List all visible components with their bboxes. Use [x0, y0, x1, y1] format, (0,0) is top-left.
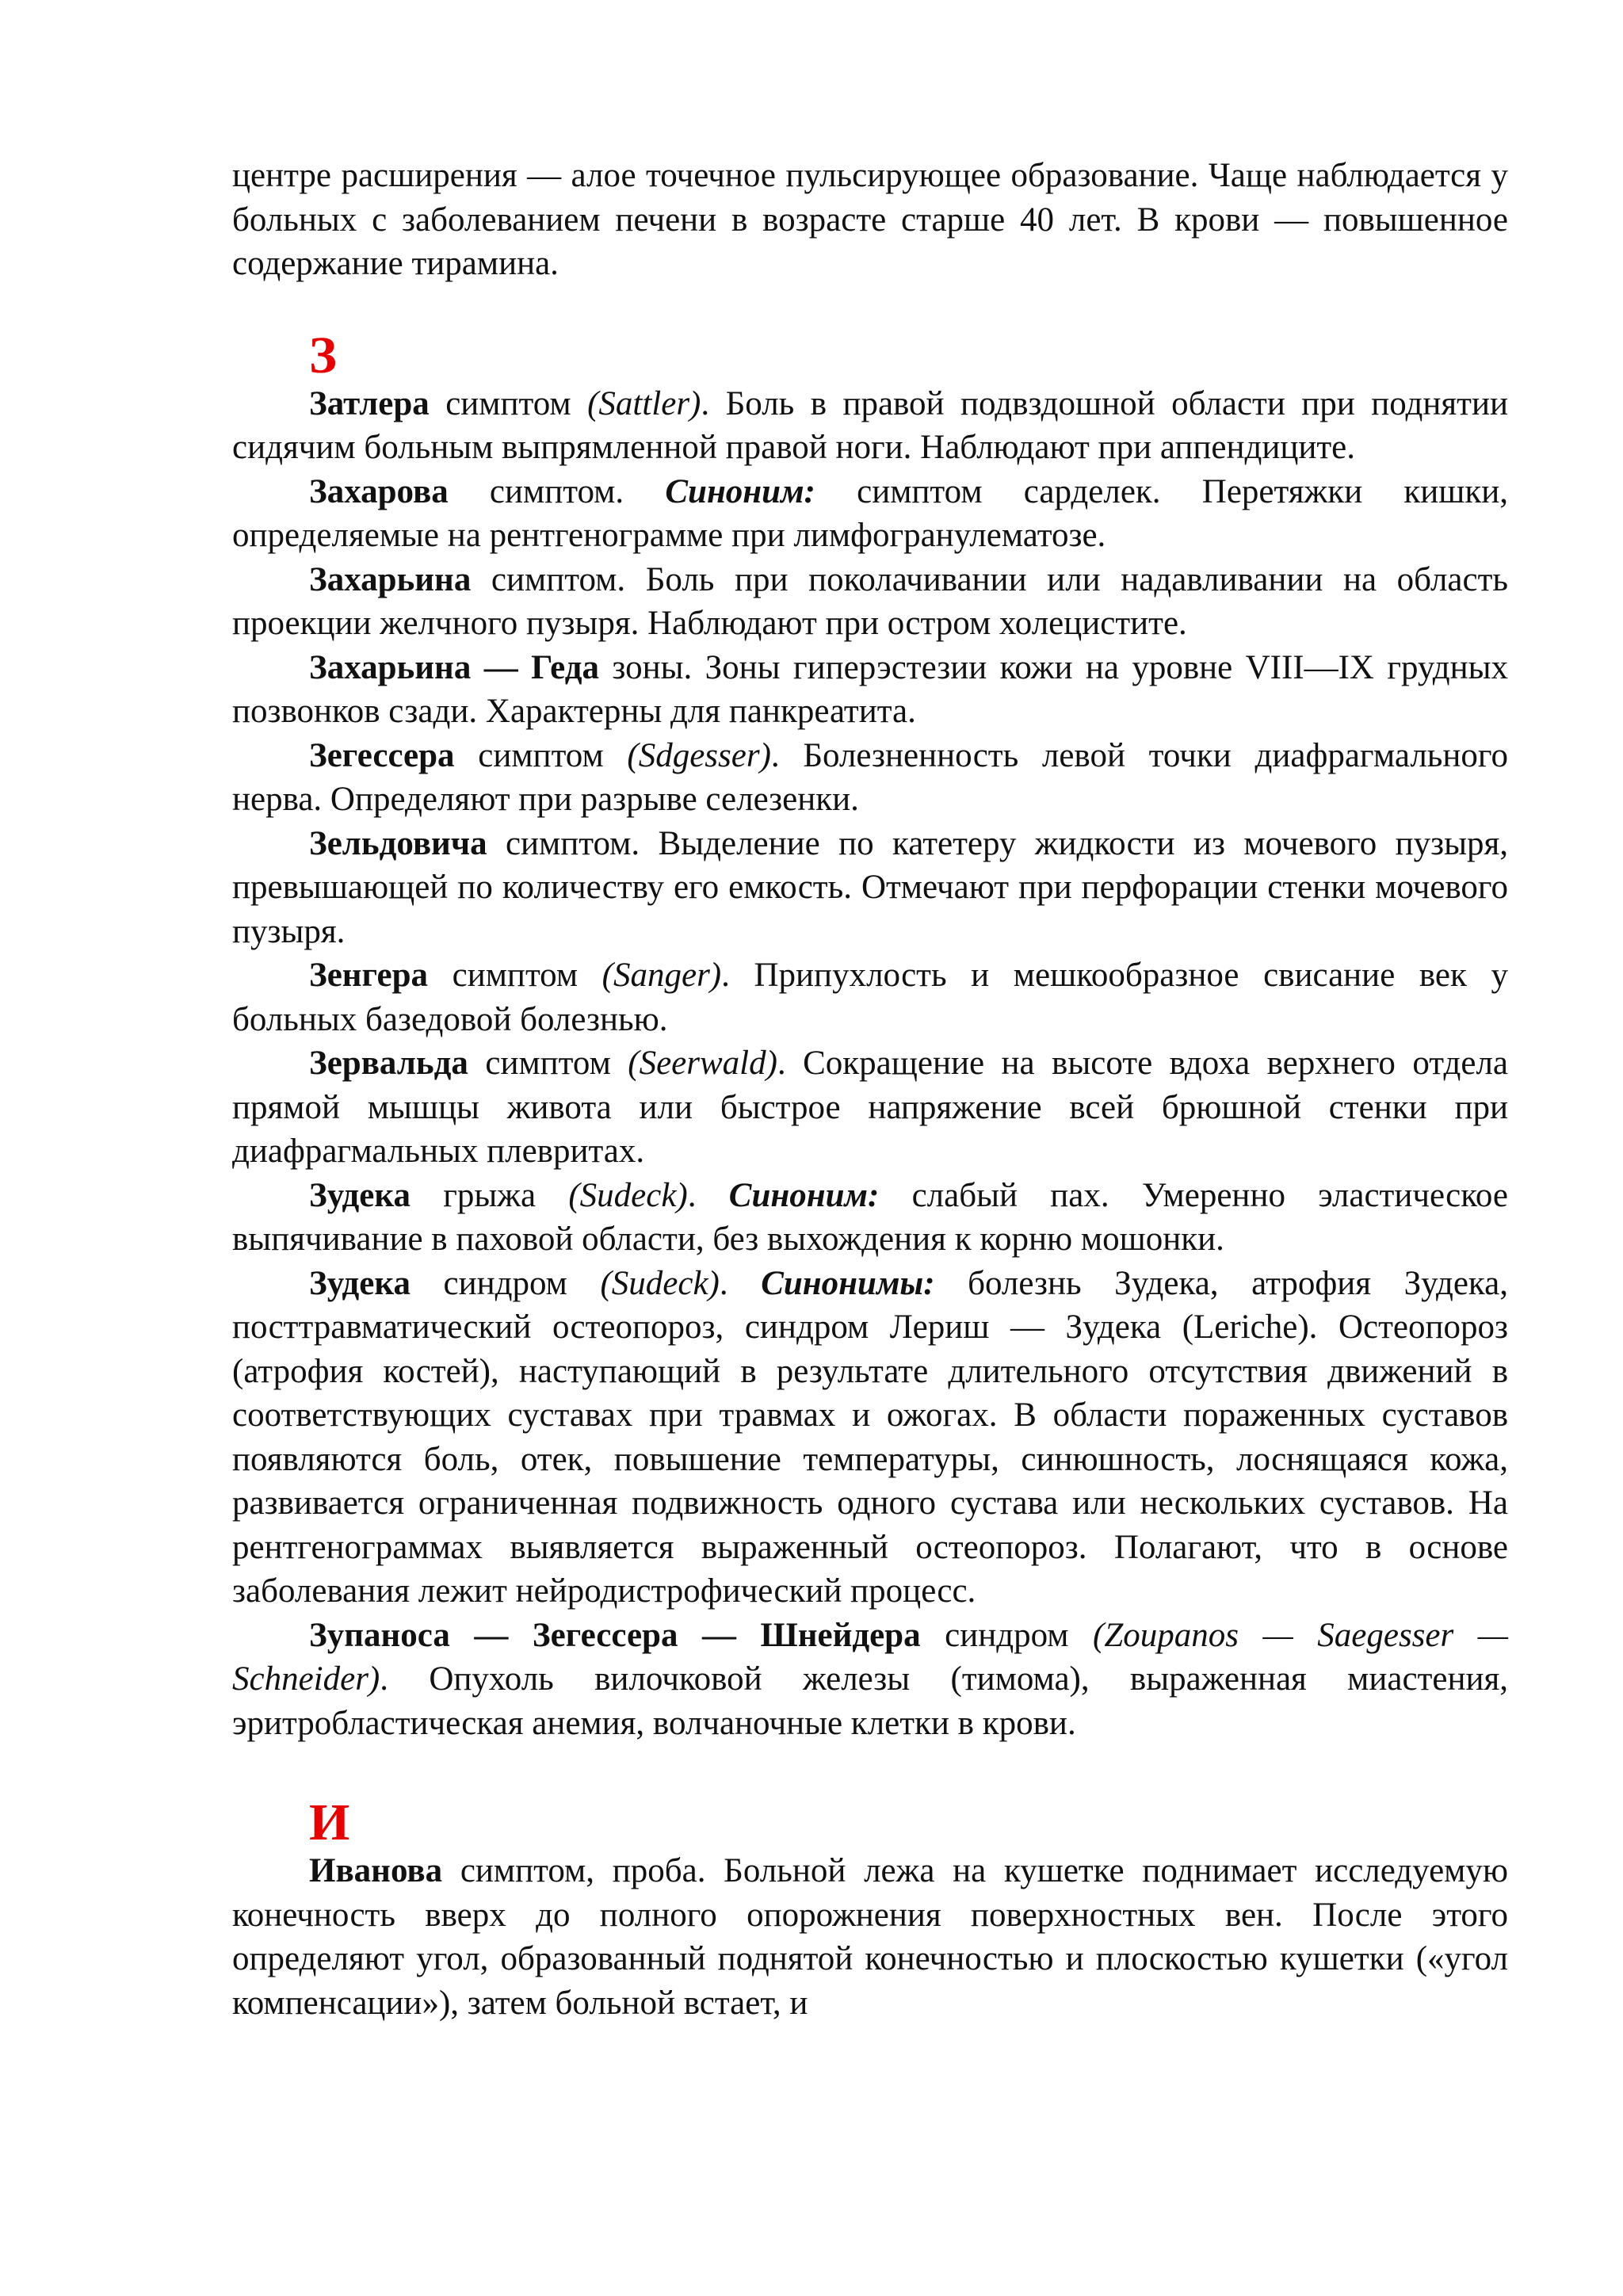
entry-term: Зервальда — [309, 1045, 468, 1082]
entry-term: Зудека — [309, 1176, 411, 1214]
entry-type: симптом — [468, 1045, 628, 1082]
entry-zervald — [232, 1041, 1508, 1174]
entry-sudeck-hernia — [232, 1174, 1508, 1262]
entry-text: . Припухлость и мешкообразное свисание век у больных базедовой болезнью. — [232, 957, 1508, 1038]
entry-text: слабый пах. Умеренно эластическое выпячивание в паховой области, без выхождения к корню мошонки. — [232, 1176, 1509, 1258]
entry-type: симптом. — [448, 472, 666, 510]
document-page — [232, 154, 1508, 2025]
entry-zegesser — [232, 734, 1508, 822]
entry-type: зоны. — [598, 648, 693, 686]
entry-latin: (Seerwald) — [628, 1045, 777, 1082]
entry-latin: (Sdgesser) — [627, 736, 771, 774]
entry-text: Зоны гиперэстезии кожи на уровне VIII—IX грудных позвонков сзади. Характерны для панкреатита. — [232, 648, 1509, 730]
entry-zakharin-head — [232, 646, 1508, 734]
entry-zoupanos — [232, 1614, 1508, 1746]
entry-term: Зельдовича — [309, 824, 487, 862]
entry-synonym-label: Синоним: — [728, 1176, 880, 1214]
entry-term: Иванова — [309, 1852, 443, 1889]
entry-text: Выделение по катетеру жидкости из мочевого пузыря, превышающей по количеству его емкость. Отмечают при перфорации стенки мочевого пузыря. — [232, 824, 1508, 950]
entry-text: . Боль в правой подвздошной области при поднятии сидячим больным выпрямленной правой ноги. Наблюдают при аппендиците. — [232, 384, 1508, 466]
entry-text: . Болезненность левой точки диафрагмального нерва. Определяют при разрыве селезенки. — [232, 736, 1508, 818]
entry-latin: (Zoupanos — Saegesser — Schneider) — [232, 1616, 1508, 1698]
entry-type: симптом — [454, 736, 628, 774]
entry-term: Зупаноса — Зегессера — Шнейдера — [309, 1616, 921, 1654]
entry-text: болезнь Зудека, атрофия Зудека, посттравматический остеопороз, синдром Лериш — Зудека (Leriche). Остеопороз (атрофия костей), наступающий в результате длительного отсутствия движений в соответствующих суставах при травмах и ожогах. В области пораженных суставов появляются боль, отек, повышение температуры, синюшность, лоснящаяся кожа, развивается ограниченная подвижность одного сустава или нескольких суставов. На рентгенограммах выявляется выраженный остеопороз. Полагают, что в основе заболевания лежит нейродистрофический процесс. — [232, 1264, 1508, 1610]
entry-zatler — [232, 382, 1508, 470]
entry-zakharov — [232, 470, 1508, 558]
entry-text: . Опухоль вилочковой железы (тимома), выраженная миастения, эритробластическая анемия, волчаночные клетки в крови. — [232, 1660, 1508, 1742]
entry-text: . Сокращение на высоте вдоха верхнего отдела прямой мышцы живота или быстрое напряжение всей брюшной стенки при диафрагмальных плевритах. — [232, 1045, 1509, 1170]
section-letter-z: З — [309, 326, 337, 384]
entry-type: симптом. — [487, 824, 640, 862]
entry-latin: (Sanger) — [601, 957, 722, 994]
entry-separator: . — [719, 1264, 762, 1302]
entry-type: симптом, проба. — [442, 1852, 706, 1889]
entry-term: Зудека — [309, 1264, 411, 1302]
entry-type: синдром — [410, 1264, 601, 1302]
entry-type: грыжа — [410, 1176, 569, 1214]
entry-term: Зенгера — [309, 957, 429, 994]
entry-latin: (Sudeck) — [568, 1176, 688, 1214]
entry-synonym-label: Синонимы: — [761, 1264, 935, 1302]
entry-type: симптом. — [471, 560, 626, 598]
entry-text: Больной лежа на кушетке поднимает исследуемую конечность вверх до полного опорожнения поверхностных вен. После этого определяют угол, образованный поднятой конечностью и плоскостью кушетки («угол компенсации»), затем больной встает, и — [232, 1852, 1508, 2022]
entry-term: Захарьина — Геда — [309, 648, 599, 686]
entry-zenger — [232, 953, 1508, 1041]
section-letter-i: И — [309, 1794, 350, 1851]
entry-type: синдром — [920, 1616, 1094, 1654]
entry-zakharin — [232, 558, 1508, 646]
entry-latin: (Sattler) — [587, 384, 701, 422]
entry-term: Зегессера — [309, 736, 455, 774]
entry-term: Затлера — [309, 384, 430, 422]
intro-paragraph: центре расширения — алое точечное пульсирующее образование. Чаще наблюдается у больных с заболеванием печени в возрасте старше 40 лет. В крови — повышенное содержание тирамина. — [232, 157, 1508, 282]
entry-synonym-label: Синоним: — [665, 472, 815, 510]
entry-term: Захарьина — [309, 560, 472, 598]
entry-type: симптом — [429, 384, 588, 422]
entry-ivanov — [232, 1849, 1508, 2025]
entry-separator: . — [687, 1176, 729, 1214]
entry-text: Боль при поколачивании или надавливании на область проекции желчного пузыря. Наблюдают при остром холецистите. — [232, 560, 1508, 642]
entry-type: симптом — [428, 957, 602, 994]
entry-text: симптом сарделек. Перетяжки кишки, определяемые на рентгенограмме при лимфогранулематозе. — [232, 472, 1508, 554]
entry-zeldovich — [232, 822, 1508, 954]
entry-sudeck-syndrome — [232, 1262, 1508, 1614]
entry-term: Захарова — [309, 472, 449, 510]
entry-latin: (Sudeck) — [600, 1264, 720, 1302]
